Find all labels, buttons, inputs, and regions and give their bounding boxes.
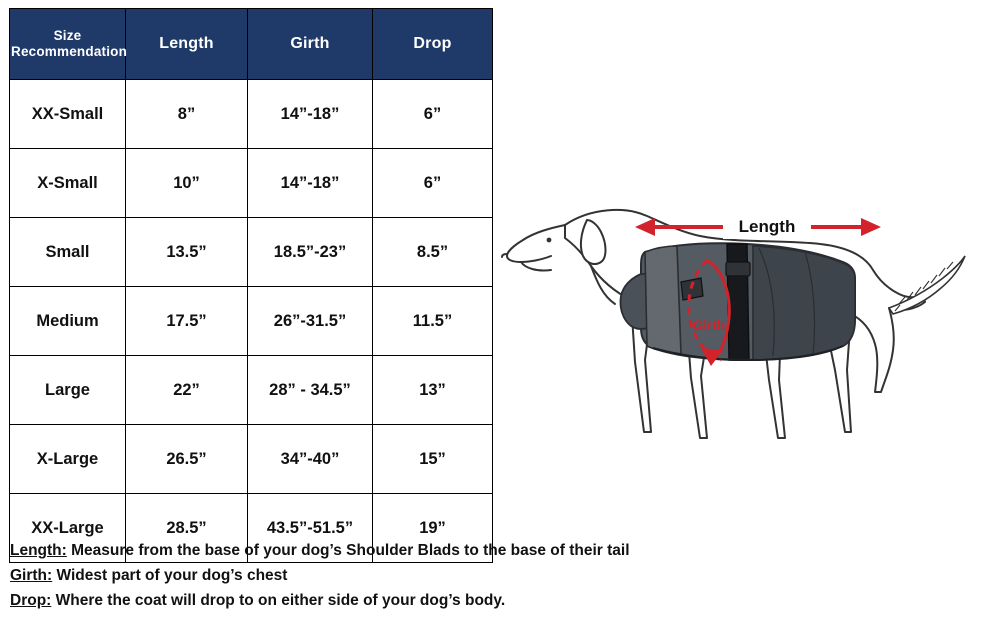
cell-drop: 13” <box>373 356 493 425</box>
dog-coat-icon <box>620 243 855 360</box>
cell-drop: 15” <box>373 425 493 494</box>
cell-drop: 6” <box>373 80 493 149</box>
column-header-girth: Girth <box>248 9 373 80</box>
table-row <box>10 218 493 287</box>
table-row <box>10 356 493 425</box>
cell-length: 22” <box>126 356 248 425</box>
column-header-drop: Drop <box>373 9 493 80</box>
dog-coat-illustration <box>495 170 985 500</box>
cell-girth: 18.5”-23” <box>248 218 373 287</box>
table-body <box>10 80 493 563</box>
cell-girth: 14”-18” <box>248 149 373 218</box>
column-header-size <box>10 9 126 80</box>
cell-size: XX-Large <box>10 494 126 563</box>
column-header-size-line2: Recommendation <box>11 44 128 59</box>
column-header-size-line1: Size <box>53 28 82 44</box>
note-girth-text: Widest part of your dog’s chest <box>52 567 288 585</box>
girth-label: Girth <box>692 318 726 333</box>
column-header-length: Length <box>126 9 248 80</box>
table-row <box>10 287 493 356</box>
cell-size: X-Large <box>10 425 126 494</box>
cell-size: Small <box>10 218 126 287</box>
table-row <box>10 80 493 149</box>
cell-length: 13.5” <box>126 218 248 287</box>
measurement-notes <box>10 538 650 613</box>
cell-length: 17.5” <box>126 287 248 356</box>
table-row <box>10 149 493 218</box>
cell-drop: 19” <box>373 494 493 563</box>
cell-length: 26.5” <box>126 425 248 494</box>
cell-size: X-Small <box>10 149 126 218</box>
note-girth-key: Girth: <box>10 567 53 585</box>
table-row <box>10 425 493 494</box>
cell-length: 10” <box>126 149 248 218</box>
cell-drop: 11.5” <box>373 287 493 356</box>
dog-tail-icon <box>889 256 965 314</box>
cell-size: XX-Small <box>10 80 126 149</box>
cell-girth: 28” - 34.5” <box>248 356 373 425</box>
note-girth <box>10 563 650 588</box>
cell-drop: 6” <box>373 149 493 218</box>
note-length-key: Length: <box>10 542 67 559</box>
cell-girth: 34”-40” <box>248 425 373 494</box>
note-length <box>10 538 650 563</box>
note-length-text: Measure from the base of your dog’s Shoulder Blads to the base of their tail <box>66 542 630 559</box>
table-header-row <box>10 9 493 80</box>
table-header <box>10 9 493 80</box>
note-drop <box>10 588 650 613</box>
length-label: Length <box>738 217 796 236</box>
note-drop-text: Where the coat will drop to on either side of your dog’s body. <box>51 592 506 610</box>
cell-girth: 43.5”-51.5” <box>248 494 373 563</box>
cell-drop: 8.5” <box>373 218 493 287</box>
size-chart-table <box>9 8 493 563</box>
cell-size: Large <box>10 356 126 425</box>
cell-girth: 26”-31.5” <box>248 287 373 356</box>
cell-girth: 14”-18” <box>248 80 373 149</box>
note-drop-key: Drop: <box>10 592 52 610</box>
cell-length: 8” <box>126 80 248 149</box>
cell-size: Medium <box>10 287 126 356</box>
cell-length: 28.5” <box>126 494 248 563</box>
